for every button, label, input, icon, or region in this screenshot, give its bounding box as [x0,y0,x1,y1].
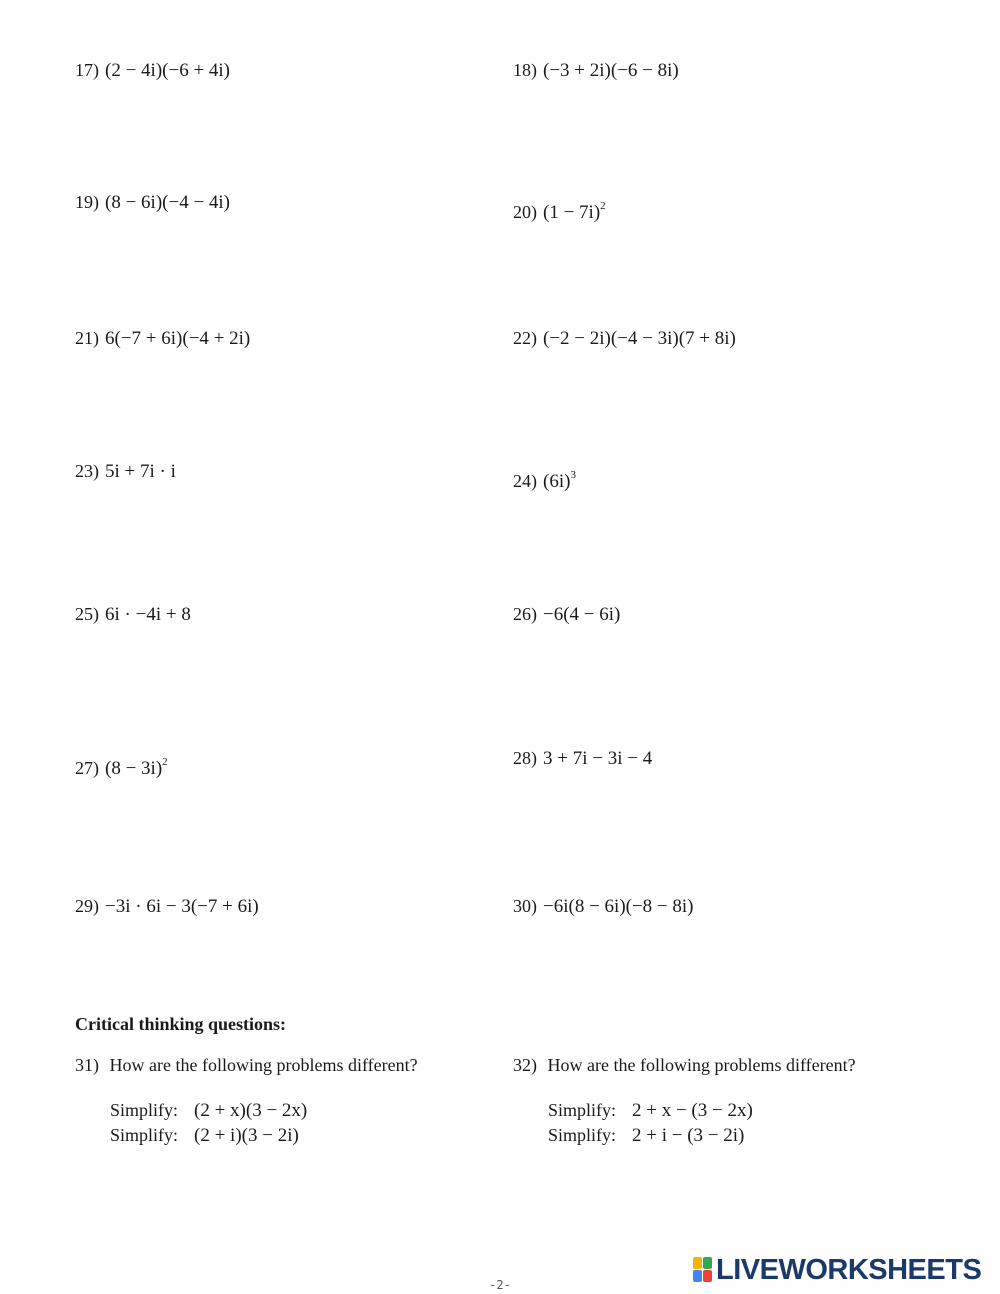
problem-expression: −6(4 − 6i) [543,604,621,625]
problem-expression: (−2 − 2i)(−4 − 3i)(7 + 8i) [543,328,736,349]
problem-27: 27) $(8 - 3i)^2$ [75,751,168,780]
problem-expression: −3i · 6i − 3(−7 + 6i) [105,896,259,917]
problem-expression: (8 − 6i)(−4 − 4i) [105,192,231,213]
question-31: 31) How are the following problems different? [75,1055,418,1075]
problem-20: 20) $(1 - 7i)^2$ [513,195,606,224]
problem-23: 23) 5i + 7i · i [75,461,176,482]
exponent: 2 [162,756,168,768]
problem-28: 28) 3 + 7i − 3i − 4 [513,748,653,769]
problem-expression: $(1 - 7i)^2$ [543,200,606,223]
problem-24: 24) $(6i)^3$ [513,464,576,493]
problem-30: 30) −6i(8 − 6i)(−8 − 8i) [513,896,694,917]
problem-21: 21) 6(−7 + 6i)(−4 + 2i) [75,328,251,349]
problem-22: 22) (−2 − 2i)(−4 − 3i)(7 + 8i) [513,328,736,349]
question-32-simplify-1: Simplify: 2 + x − (3 − 2x) [548,1100,753,1121]
question-31-simplify-2: Simplify: (2 + i)(3 − 2i) [110,1125,299,1146]
problem-expression: $(8 - 3i)^2$ [105,756,168,779]
exponent: 3 [570,469,576,481]
problem-19: 19) (8 − 6i)(−4 − 4i) [75,192,231,213]
question-32-simplify-2: Simplify: 2 + i − (3 − 2i) [548,1125,745,1146]
question-31-simplify-1: Simplify: (2 + x)(3 − 2x) [110,1100,308,1121]
question-text: How are the following problems different? [547,1055,856,1075]
problem-29: 29) −3i · 6i − 3(−7 + 6i) [75,896,259,917]
question-text: How are the following problems different? [109,1055,418,1075]
exponent: 2 [600,200,606,212]
problem-expression: 3 + 7i − 3i − 4 [543,748,653,769]
problem-expression: 6(−7 + 6i)(−4 + 2i) [105,328,251,349]
problem-expression: 6i · −4i + 8 [105,604,191,625]
problem-expression: −6i(8 − 6i)(−8 − 8i) [543,896,694,917]
problem-25: 25) 6i · −4i + 8 [75,604,191,625]
problem-expression: (−3 + 2i)(−6 − 8i) [543,60,679,81]
critical-thinking-heading: Critical thinking questions: [75,1014,287,1034]
problem-expression: $(6i)^3$ [543,469,576,492]
problem-17: 17) (2 − 4i)(−6 + 4i) [75,60,231,81]
problem-expression: (2 − 4i)(−6 + 4i) [105,60,231,81]
page-number: -2- [489,1278,511,1292]
problem-expression: 5i + 7i · i [105,461,176,482]
logo-text: LIVEWORKSHEETS [716,1253,982,1286]
question-32: 32) How are the following problems different? [513,1055,856,1075]
problem-26: 26) −6(4 − 6i) [513,604,621,625]
problem-18: 18) (−3 + 2i)(−6 − 8i) [513,60,679,81]
